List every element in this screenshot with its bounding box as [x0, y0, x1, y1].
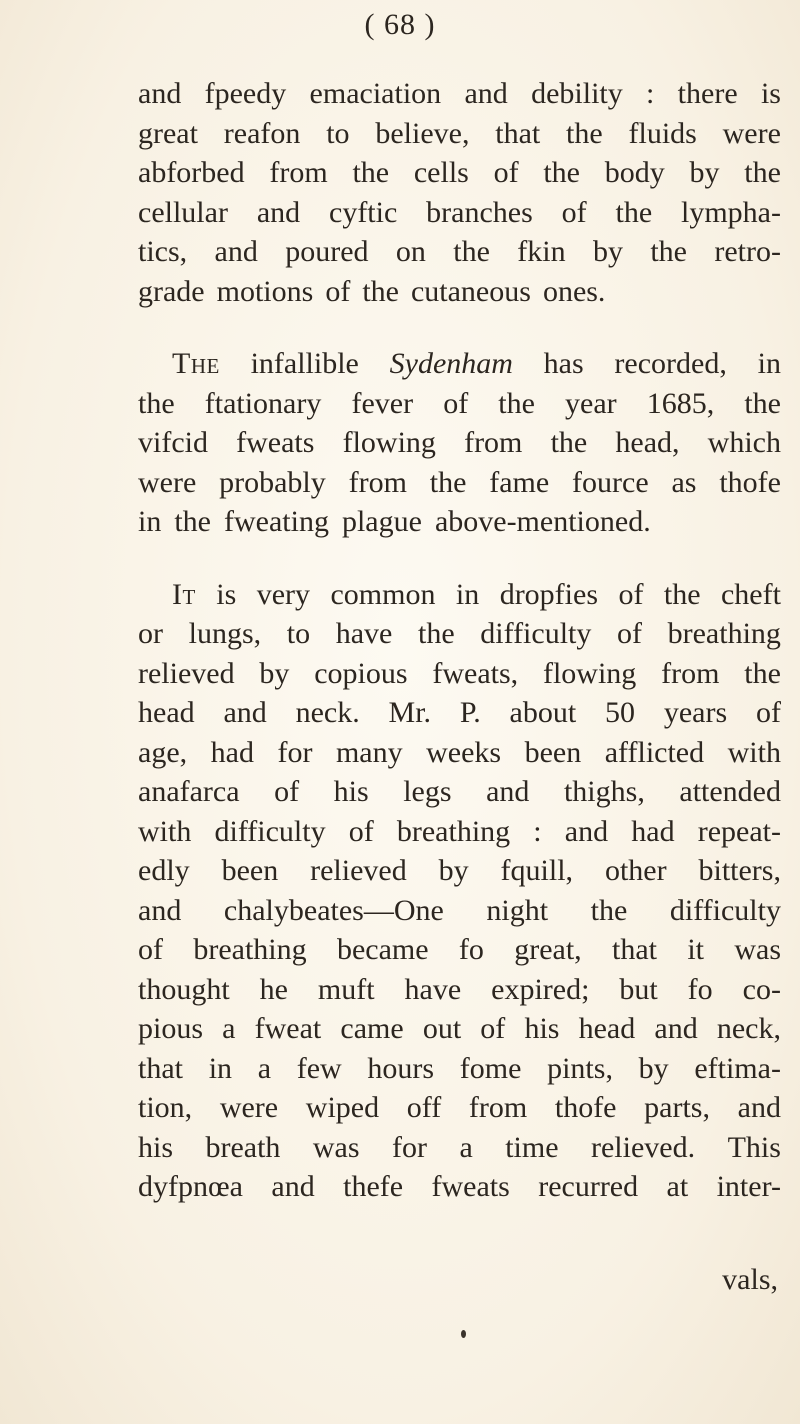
- word: ftationary: [204, 386, 322, 420]
- word: the: [566, 116, 603, 150]
- word: anafarca: [138, 775, 240, 808]
- word: neck.: [295, 696, 360, 729]
- word: on: [395, 235, 426, 268]
- word: a: [257, 1051, 272, 1085]
- word: afflicted: [604, 735, 705, 769]
- word: off: [406, 1091, 442, 1124]
- word: chalybeates—One: [223, 893, 444, 927]
- word: out: [422, 1012, 462, 1045]
- word: his: [138, 1130, 174, 1164]
- word: P.: [459, 696, 481, 729]
- word: have: [404, 972, 462, 1006]
- word: and: [564, 814, 609, 848]
- word: cyftic: [329, 195, 398, 229]
- word: fo: [687, 972, 713, 1006]
- word: thofe: [719, 465, 781, 499]
- word: a: [459, 1130, 473, 1164]
- word: time: [505, 1130, 559, 1164]
- word: that: [138, 1051, 183, 1085]
- word: of: [617, 617, 642, 650]
- word: the: [174, 505, 211, 538]
- word: been: [221, 854, 279, 887]
- word: recorded,: [614, 347, 727, 380]
- word: in: [455, 577, 480, 611]
- word: debility: [531, 77, 623, 110]
- word: about: [509, 696, 577, 729]
- page-number: ( 68 ): [364, 8, 436, 41]
- word: have: [335, 617, 393, 650]
- word: the: [352, 156, 390, 189]
- word: as: [671, 465, 697, 499]
- word: parts,: [644, 1091, 710, 1124]
- word: year: [565, 386, 617, 420]
- text-line: [138, 733, 781, 773]
- word: above-mentioned.: [434, 505, 651, 538]
- word: his: [524, 1012, 560, 1045]
- word: edly: [138, 854, 190, 887]
- word: the: [362, 274, 399, 308]
- word: by: [592, 235, 623, 268]
- word: many: [335, 735, 403, 769]
- word: pious: [138, 1012, 204, 1045]
- word: fweats: [431, 1170, 510, 1203]
- text-line: [138, 193, 781, 233]
- word: and: [214, 235, 258, 268]
- word: retro-: [714, 235, 781, 268]
- word: thefe: [343, 1170, 404, 1203]
- word: the: [744, 156, 781, 189]
- text-line: [138, 772, 781, 812]
- word: it: [687, 933, 705, 966]
- word: with: [727, 735, 781, 769]
- word: the: [498, 386, 535, 420]
- word: difficulty: [669, 893, 781, 927]
- text-line: [138, 1088, 781, 1128]
- word: thighs,: [563, 775, 645, 808]
- text-line: [138, 851, 781, 891]
- word: of: [493, 156, 519, 189]
- word: tion,: [138, 1091, 193, 1124]
- word: from: [464, 426, 523, 459]
- text-line: [138, 502, 781, 542]
- word: in: [138, 505, 162, 538]
- word: thought: [138, 972, 230, 1006]
- word: of: [443, 386, 469, 420]
- text-line: [138, 114, 781, 154]
- ink-mark: [461, 1330, 466, 1338]
- word: from: [661, 656, 720, 690]
- word: was: [734, 933, 781, 966]
- word: came: [340, 1012, 404, 1045]
- text-line: [138, 1009, 781, 1049]
- word: wiped: [305, 1091, 380, 1124]
- word: fweating: [224, 505, 329, 538]
- word: :: [533, 814, 542, 848]
- word: head,: [615, 426, 680, 459]
- word: at: [666, 1170, 689, 1203]
- word: the: [744, 386, 781, 420]
- word: repeat-: [697, 814, 781, 848]
- word: recurred: [538, 1170, 639, 1203]
- word: other: [604, 854, 667, 887]
- word: fweat: [254, 1012, 322, 1045]
- word: Sydenham: [389, 347, 513, 380]
- word: that: [495, 116, 541, 150]
- word: in: [208, 1051, 233, 1085]
- word: for: [277, 735, 313, 769]
- text-line: [138, 812, 781, 852]
- text-line: [138, 153, 781, 193]
- word: pints,: [547, 1051, 613, 1085]
- word: common: [330, 577, 436, 611]
- word: to: [286, 617, 311, 650]
- word: there: [677, 77, 738, 110]
- word: the: [663, 577, 701, 611]
- word: breath: [205, 1130, 281, 1164]
- word: fome: [459, 1051, 522, 1085]
- word: years: [663, 696, 728, 729]
- word: the: [550, 426, 588, 459]
- word: relieved.: [591, 1130, 696, 1164]
- word: grade: [138, 274, 205, 308]
- word: from: [269, 156, 328, 189]
- word: fquill,: [500, 854, 574, 887]
- word: relieved: [138, 656, 235, 690]
- word: of: [755, 696, 781, 729]
- word: had: [631, 814, 675, 848]
- word: of: [138, 933, 163, 966]
- word: with: [138, 814, 192, 848]
- word: and: [256, 195, 301, 229]
- catchword: vals,: [722, 1263, 778, 1296]
- word: and: [138, 893, 182, 927]
- word: fweats,: [432, 656, 519, 690]
- word: had: [210, 735, 254, 769]
- word: body: [604, 156, 665, 189]
- word: Mr.: [388, 696, 432, 729]
- word: of: [561, 195, 587, 229]
- word: was: [312, 1130, 360, 1164]
- word: is: [216, 577, 237, 611]
- word: dyfpnœa: [138, 1170, 243, 1203]
- word: he: [259, 972, 288, 1006]
- text-line: [138, 344, 781, 384]
- word: flowing: [542, 656, 637, 690]
- word: poured: [285, 235, 369, 268]
- text-line: [138, 575, 781, 615]
- word: It: [172, 577, 196, 611]
- word: ones.: [542, 274, 606, 308]
- body-text: [138, 74, 781, 1207]
- word: cellular: [138, 195, 228, 229]
- word: expired;: [491, 972, 590, 1006]
- word: abforbed: [138, 156, 245, 189]
- word: by: [638, 1051, 669, 1085]
- word: from: [468, 1091, 528, 1124]
- word: head: [578, 1012, 636, 1045]
- word: branches: [426, 195, 533, 229]
- word: difficulty: [214, 814, 326, 848]
- word: neck,: [716, 1012, 781, 1045]
- word: his: [333, 775, 369, 808]
- word: of: [480, 1012, 506, 1045]
- word: the: [453, 235, 490, 268]
- text-line: [138, 970, 781, 1010]
- word: of: [618, 577, 644, 611]
- word: This: [727, 1130, 781, 1164]
- word: very: [256, 577, 311, 611]
- word: great: [138, 116, 198, 150]
- word: of: [274, 775, 300, 808]
- word: flowing: [342, 426, 436, 459]
- word: tics,: [138, 235, 188, 268]
- word: were: [138, 465, 197, 499]
- word: fever: [351, 386, 414, 420]
- text-line: [138, 74, 781, 114]
- text-line: [138, 1049, 781, 1089]
- word: the: [744, 656, 781, 690]
- text-line: [138, 1167, 781, 1207]
- word: relieved: [310, 854, 407, 887]
- word: reafon: [223, 116, 301, 150]
- word: probably: [219, 465, 326, 499]
- word: cheft: [720, 577, 781, 611]
- text-line: [138, 463, 781, 503]
- word: lungs,: [188, 617, 262, 650]
- word: cutaneous: [410, 274, 531, 308]
- word: and: [223, 696, 267, 729]
- word: fpeedy: [204, 77, 287, 110]
- word: the: [543, 156, 580, 189]
- text-line: [138, 232, 781, 272]
- word: fkin: [517, 235, 566, 268]
- word: from: [348, 465, 407, 499]
- word: by: [438, 854, 469, 887]
- text-line: [138, 272, 781, 312]
- word: the: [418, 617, 455, 650]
- word: great,: [514, 933, 582, 966]
- word: head: [138, 696, 195, 729]
- word: fweats: [236, 426, 315, 459]
- word: of: [348, 814, 374, 848]
- word: and: [464, 77, 508, 110]
- text-line: [138, 384, 781, 424]
- word: difficulty: [480, 617, 592, 650]
- word: legs: [403, 775, 452, 808]
- word: attended: [679, 775, 781, 808]
- word: emaciation: [309, 77, 442, 110]
- word: and: [737, 1091, 781, 1124]
- word: the: [615, 195, 653, 229]
- word: or: [138, 617, 163, 650]
- word: thofe: [554, 1091, 617, 1124]
- word: that: [612, 933, 658, 966]
- word: breathing: [667, 617, 781, 650]
- word: for: [392, 1130, 427, 1164]
- word: lympha-: [681, 195, 781, 229]
- text-line: [138, 423, 781, 463]
- word: and: [138, 77, 182, 110]
- word: cells: [413, 156, 469, 189]
- word: co-: [742, 972, 781, 1006]
- text-line: [138, 1128, 781, 1168]
- word: which: [707, 426, 781, 459]
- word: to: [326, 116, 350, 150]
- word: and: [271, 1170, 315, 1203]
- word: bitters,: [698, 854, 781, 887]
- word: age,: [138, 735, 188, 769]
- text-line: [138, 693, 781, 733]
- word: plague: [341, 505, 422, 538]
- word: breathing: [193, 933, 307, 966]
- word: infallible: [250, 347, 359, 380]
- word: dropfies: [499, 577, 598, 611]
- word: has: [543, 347, 584, 380]
- word: but: [619, 972, 658, 1006]
- word: became: [336, 933, 429, 966]
- word: 50: [605, 696, 636, 729]
- text-line: [138, 930, 781, 970]
- word: muft: [317, 972, 375, 1006]
- text-line: [138, 891, 781, 931]
- word: vifcid: [138, 426, 208, 459]
- word: fame: [489, 465, 550, 499]
- word: :: [646, 77, 655, 110]
- word: in: [757, 347, 781, 380]
- word: the: [590, 893, 628, 927]
- word: and: [654, 1012, 698, 1045]
- word: weeks: [426, 735, 502, 769]
- word: by: [259, 656, 290, 690]
- word: few: [296, 1051, 342, 1085]
- word: by: [689, 156, 720, 189]
- word: the: [429, 465, 467, 499]
- word: copious: [314, 656, 408, 690]
- word: the: [138, 386, 175, 420]
- word: and: [486, 775, 530, 808]
- word: of: [325, 274, 351, 308]
- word: night: [486, 893, 549, 927]
- text-line: [138, 614, 781, 654]
- word: The: [172, 347, 220, 380]
- word: fo: [458, 933, 484, 966]
- word: is: [760, 77, 781, 110]
- word: been: [524, 735, 582, 769]
- word: the: [650, 235, 687, 268]
- word: motions: [216, 274, 314, 308]
- word: were: [219, 1091, 279, 1124]
- word: a: [222, 1012, 236, 1045]
- word: 1685,: [646, 386, 715, 420]
- text-line: [138, 654, 781, 694]
- word: believe,: [375, 116, 470, 150]
- word: hours: [367, 1051, 435, 1085]
- word: were: [722, 116, 781, 150]
- word: breathing: [396, 814, 511, 848]
- word: fource: [572, 465, 649, 499]
- word: inter-: [716, 1170, 781, 1203]
- word: fluids: [628, 116, 697, 150]
- word: eftima-: [694, 1051, 781, 1085]
